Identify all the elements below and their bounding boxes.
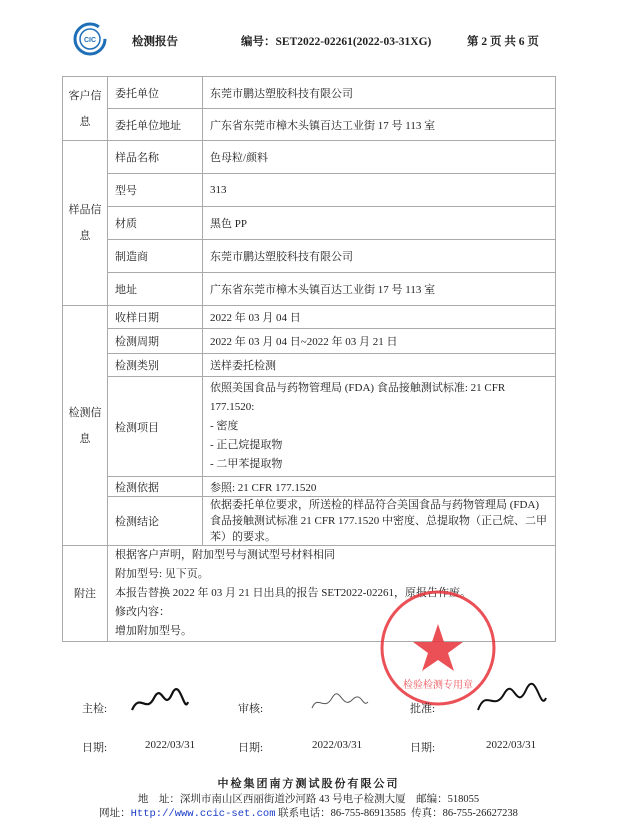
notes: 根据客户声明，附加型号与测试型号材料相同 附加型号: 见下页。 本报告替换 2022 年 03 月 21 日出具的报告 SET2022-02261，原报告作废。 修改内容： 增加附加型号。 (108, 546, 556, 642)
page-number: 第 2 页 共 6 页 (467, 36, 539, 48)
field-value: 参照: 21 CFR 177.1520 (203, 477, 556, 497)
svg-text:检验检测专用章: 检验检测专用章 (403, 680, 473, 691)
test-conclusion: 依据委托单位要求，所送检的样品符合美国食品与药物管理局 (FDA) 食品接触测试标准 21 CFR 177.1520 中密度、总提取物（正己烷、二甲苯）的要求。 (203, 497, 556, 546)
date-label: 日期: (82, 742, 108, 754)
test-items: 依照美国食品与药物管理局 (FDA) 食品接触测试标准: 21 CFR 177.1520: - 密度 - 正己烷提取物 - 二甲苯提取物 (203, 377, 556, 477)
field-value: 东莞市鹏达塑胶科技有限公司 (203, 77, 556, 109)
website-link[interactable]: Http://www.ccic-set.com (130, 808, 276, 820)
field-label: 型号 (108, 174, 203, 207)
group-customer: 客户信息 (63, 77, 108, 141)
reviewer-date: 2022/03/31 (312, 739, 363, 751)
field-label: 检测依据 (108, 477, 203, 497)
field-value: 黑色 PP (203, 207, 556, 240)
approver-label: 批准: (410, 703, 436, 715)
field-value: 313 (203, 174, 556, 207)
footer-company: 中检集团南方测试股份有限公司 (217, 778, 400, 790)
field-label: 检测类别 (108, 354, 203, 377)
field-label: 检测周期 (108, 329, 203, 354)
date-label: 日期: (410, 742, 436, 754)
page-header (0, 22, 617, 58)
report-title: 检测报告 (132, 36, 178, 48)
reviewer-signature (308, 688, 372, 718)
field-label: 委托单位 (108, 77, 203, 109)
footer-address: 地 址：深圳市南山区西丽街道沙河路 43 号电子检测大厦 邮编：518055 (137, 794, 480, 805)
field-label: 地址 (108, 273, 203, 306)
group-sample: 样品信息 (63, 141, 108, 306)
approver-signature (474, 682, 550, 718)
approver-date: 2022/03/31 (486, 739, 537, 751)
field-label: 检测结论 (108, 497, 203, 546)
report-table (62, 76, 556, 642)
field-label: 委托单位地址 (108, 109, 203, 141)
group-notes: 附注 (63, 546, 108, 642)
field-value: 东莞市鹏达塑胶科技有限公司 (203, 240, 556, 273)
inspector-signature (128, 684, 192, 718)
date-label: 日期: (238, 742, 264, 754)
field-value: 送样委托检测 (203, 354, 556, 377)
field-label: 检测项目 (108, 377, 203, 477)
field-value: 色母粒/颜料 (203, 141, 556, 174)
field-value: 2022 年 03 月 04 日~2022 年 03 月 21 日 (203, 329, 556, 354)
field-label: 制造商 (108, 240, 203, 273)
inspector-date: 2022/03/31 (145, 739, 196, 751)
field-value: 2022 年 03 月 04 日 (203, 306, 556, 329)
field-value: 广东省东莞市樟木头镇百达工业街 17 号 113 室 (203, 109, 556, 141)
group-test: 检测信息 (63, 306, 108, 546)
reviewer-label: 审核: (238, 703, 264, 715)
footer-contact: 网址：Http://www.ccic-set.com 联系电话：86-755-86913585 传真：86-755-26627238 (99, 808, 518, 820)
field-label: 样品名称 (108, 141, 203, 174)
cic-logo (73, 22, 107, 56)
field-label: 收样日期 (108, 306, 203, 329)
report-number: 编号：SET2022-02261(2022-03-31XG) (241, 36, 432, 48)
field-label: 材质 (108, 207, 203, 240)
inspector-label: 主检: (82, 703, 108, 715)
svg-text:CIC: CIC (83, 37, 97, 44)
field-value: 广东省东莞市樟木头镇百达工业街 17 号 113 室 (203, 273, 556, 306)
